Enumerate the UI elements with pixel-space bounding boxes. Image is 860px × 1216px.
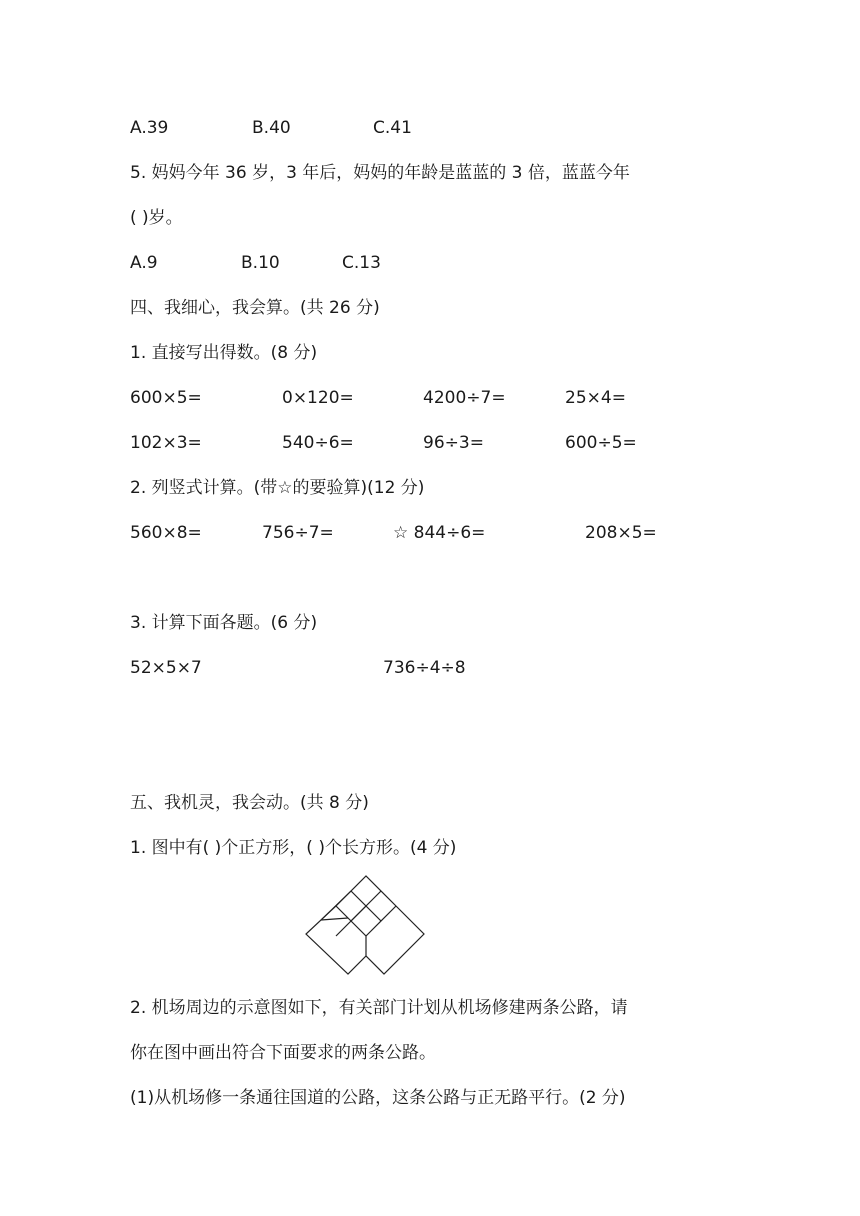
calc-item: 25×4= [565,388,626,408]
mixed-calc-item: 52×5×7 [130,658,202,678]
squares-figure [303,874,429,978]
mixed-calc-item: 736÷4÷8 [383,658,466,678]
section5-p2-line1: 2. 机场周边的示意图如下，有关部门计划从机场修建两条公路，请 [130,998,628,1018]
section5-heading: 五、我机灵，我会动。(共 8 分) [130,793,369,813]
figure-outline [306,876,424,974]
vertical-calc-item: 756÷7= [262,523,334,543]
calc-item: 0×120= [282,388,354,408]
calc-item: 4200÷7= [423,388,506,408]
calc-item: 102×3= [130,433,202,453]
section4-p2-title: 2. 列竖式计算。(带☆的要验算)(12 分) [130,478,425,498]
section4-heading: 四、我细心，我会算。(共 26 分) [130,298,380,318]
vertical-calc-item: 208×5= [585,523,657,543]
calc-item: 540÷6= [282,433,354,453]
q5-option-a: A.9 [130,253,158,273]
vertical-calc-item: 560×8= [130,523,202,543]
section4-p1-title: 1. 直接写出得数。(8 分) [130,343,318,363]
section5-p2-sub1: (1)从机场修一条通往国道的公路，这条公路与正无路平行。(2 分) [130,1088,626,1108]
calc-item: 600×5= [130,388,202,408]
q5-option-c: C.13 [342,253,381,273]
section5-p1: 1. 图中有( )个正方形，( )个长方形。(4 分) [130,838,457,858]
section5-p2-line2: 你在图中画出符合下面要求的两条公路。 [130,1043,436,1063]
q4-option-b: B.40 [252,118,291,138]
q5-option-b: B.10 [241,253,280,273]
q4-option-c: C.41 [373,118,412,138]
section4-p3-title: 3. 计算下面各题。(6 分) [130,613,318,633]
q5-text-line1: 5. 妈妈今年 36 岁，3 年后，妈妈的年龄是蓝蓝的 3 倍，蓝蓝今年 [130,163,630,183]
figure-line [321,918,348,920]
q5-text-line2: ( )岁。 [130,208,183,228]
calc-item: 600÷5= [565,433,637,453]
q4-option-a: A.39 [130,118,169,138]
vertical-calc-item: ☆ 844÷6= [393,523,486,543]
calc-item: 96÷3= [423,433,484,453]
figure-line [321,891,351,920]
